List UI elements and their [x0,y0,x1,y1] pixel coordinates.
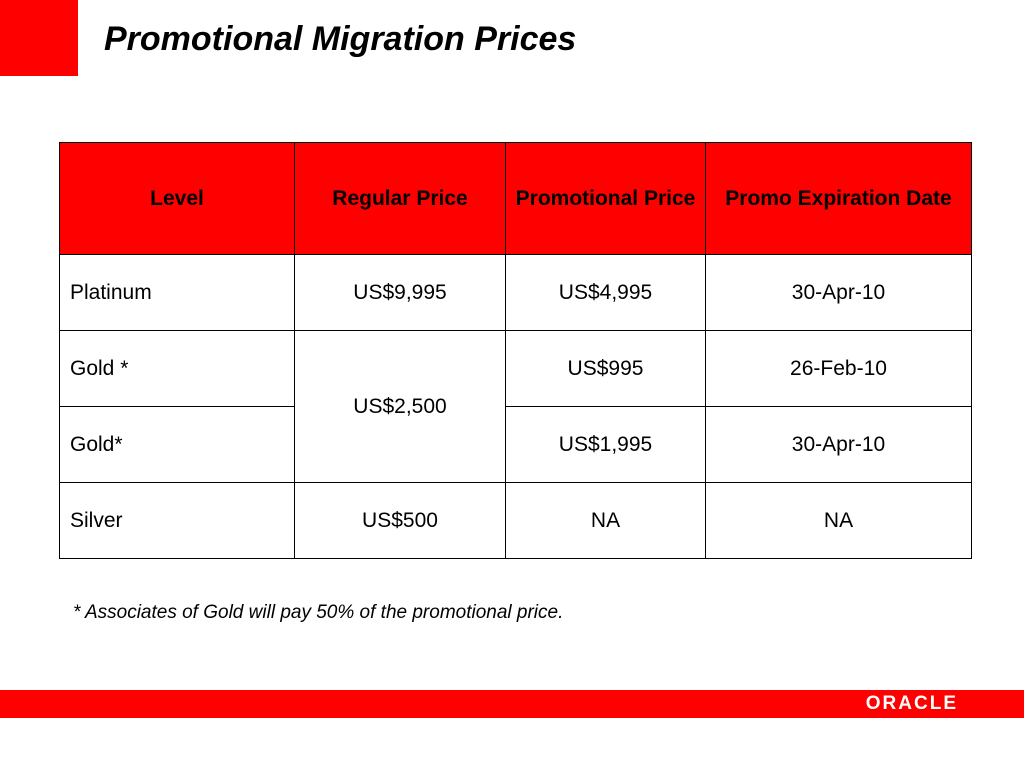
table-row [60,255,972,331]
expiration-date-cell: 30-Apr-10 [706,255,972,331]
regular-price-cell: US$2,500 [295,331,506,483]
promotional-price-cell: US$4,995 [506,255,706,331]
header-promo-expiration-date: Promo Expiration Date [706,143,972,255]
regular-price-cell: US$500 [295,483,506,559]
oracle-logo: ORACLE [865,693,958,714]
table-row [60,331,972,407]
promotional-price-cell: NA [506,483,706,559]
expiration-date-cell: NA [706,483,972,559]
regular-price-cell: US$9,995 [295,255,506,331]
level-cell: Silver [60,483,295,559]
table-header-row [60,143,972,255]
footnote: * Associates of Gold will pay 50% of the promotional price. [73,602,564,623]
table-row [60,407,972,483]
expiration-date-cell: 26-Feb-10 [706,331,972,407]
expiration-date-cell: 30-Apr-10 [706,407,972,483]
promotional-price-cell: US$995 [506,331,706,407]
table-row [60,483,972,559]
header-promotional-price: Promotional Price [506,143,706,255]
level-cell: Platinum [60,255,295,331]
corner-accent-block [0,0,78,76]
level-cell: Gold* [60,407,295,483]
footer-bar [0,690,1024,718]
promotional-price-cell: US$1,995 [506,407,706,483]
level-cell: Gold * [60,331,295,407]
price-table [59,142,972,559]
header-regular-price: Regular Price [295,143,506,255]
header-level: Level [60,143,295,255]
page-title: Promotional Migration Prices [104,20,577,58]
